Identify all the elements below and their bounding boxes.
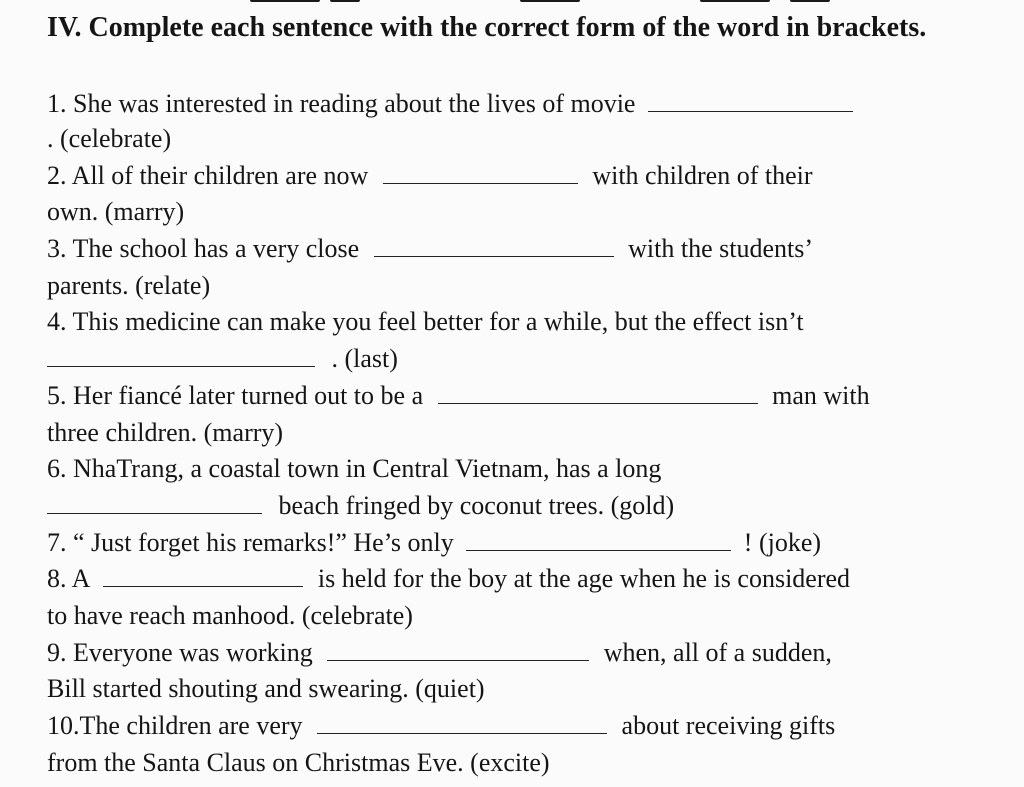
- item-number: 1.: [47, 89, 67, 118]
- item-text: “ Just forget his remarks!” He’s only: [73, 528, 454, 557]
- item-9-line-1: [47, 635, 832, 671]
- item-text: beach fringed by coconut trees. (gold): [278, 491, 675, 520]
- cropped-previous-line: [0, 0, 1024, 6]
- item-number: 6.: [47, 454, 67, 483]
- item-1-line-1: [47, 86, 853, 122]
- item-9-line-2: [47, 671, 485, 707]
- item-2-line-2: [47, 194, 184, 230]
- item-number: 10.: [47, 711, 80, 740]
- item-text: with children of their: [592, 161, 813, 190]
- answer-blank[interactable]: [47, 491, 262, 514]
- answer-blank[interactable]: [383, 161, 578, 184]
- item-number: 8.: [47, 564, 67, 593]
- item-2-line-1: [47, 158, 813, 194]
- item-8-line-1: [47, 561, 850, 597]
- answer-blank[interactable]: [103, 564, 303, 587]
- answer-blank[interactable]: [438, 381, 758, 404]
- item-4-line-2: [47, 341, 398, 377]
- item-5-line-1: [47, 378, 870, 414]
- item-text: The school has a very close: [72, 234, 360, 263]
- item-10-line-2: [47, 745, 550, 781]
- item-text: with the students’: [628, 234, 814, 263]
- item-8-line-2: [47, 598, 413, 634]
- item-10-line-1: [47, 708, 835, 744]
- item-text: man with: [772, 381, 870, 410]
- item-5-line-2: [47, 415, 283, 451]
- item-text: to have reach manhood. (celebrate): [47, 601, 413, 630]
- item-text: This medicine can make you feel better for a while, but the effect isn’t: [72, 307, 804, 336]
- item-text: Her fiancé later turned out to be a: [73, 381, 424, 410]
- exercise-heading: IV. Complete each sentence with the correct form of the word in brackets.: [47, 12, 927, 43]
- answer-blank[interactable]: [466, 528, 731, 551]
- item-4-line-1: [47, 304, 804, 340]
- answer-blank[interactable]: [374, 234, 614, 257]
- item-text: from the Santa Claus on Christmas Eve. (excite): [47, 748, 550, 777]
- item-text: parents. (relate): [47, 271, 211, 300]
- item-number: 7.: [47, 528, 67, 557]
- item-number: 4.: [47, 307, 67, 336]
- item-text: All of their children are now: [71, 161, 369, 190]
- item-6-line-1: [47, 451, 661, 487]
- item-text: about receiving gifts: [621, 711, 836, 740]
- item-text: NhaTrang, a coastal town in Central Vietnam, has a long: [73, 454, 662, 483]
- item-3-line-2: [47, 268, 210, 304]
- item-number: 3.: [47, 234, 67, 263]
- item-text: ! (joke): [743, 528, 822, 557]
- answer-blank[interactable]: [317, 711, 607, 734]
- item-text: own. (marry): [47, 197, 185, 226]
- item-7-line-1: [47, 525, 821, 561]
- item-text: . (celebrate): [47, 124, 172, 153]
- item-number: 9.: [47, 638, 67, 667]
- item-text: Everyone was working: [73, 638, 313, 667]
- answer-blank[interactable]: [47, 344, 315, 367]
- item-text: The children are very: [79, 711, 303, 740]
- item-text: A: [71, 564, 89, 593]
- item-number: 5.: [47, 381, 67, 410]
- item-6-line-2: [47, 488, 674, 524]
- item-text: three children. (marry): [47, 418, 284, 447]
- answer-blank[interactable]: [648, 89, 853, 112]
- item-text: is held for the boy at the age when he is considered: [317, 564, 851, 593]
- item-text: Bill started shouting and swearing. (quiet): [47, 674, 485, 703]
- item-text: . (last): [331, 344, 398, 373]
- answer-blank[interactable]: [327, 638, 589, 661]
- item-number: 2.: [47, 161, 67, 190]
- item-3-line-1: [47, 231, 813, 267]
- item-text: She was interested in reading about the lives of movie: [73, 89, 636, 118]
- item-1-line-2: [47, 121, 171, 157]
- item-text: when, all of a sudden,: [603, 638, 832, 667]
